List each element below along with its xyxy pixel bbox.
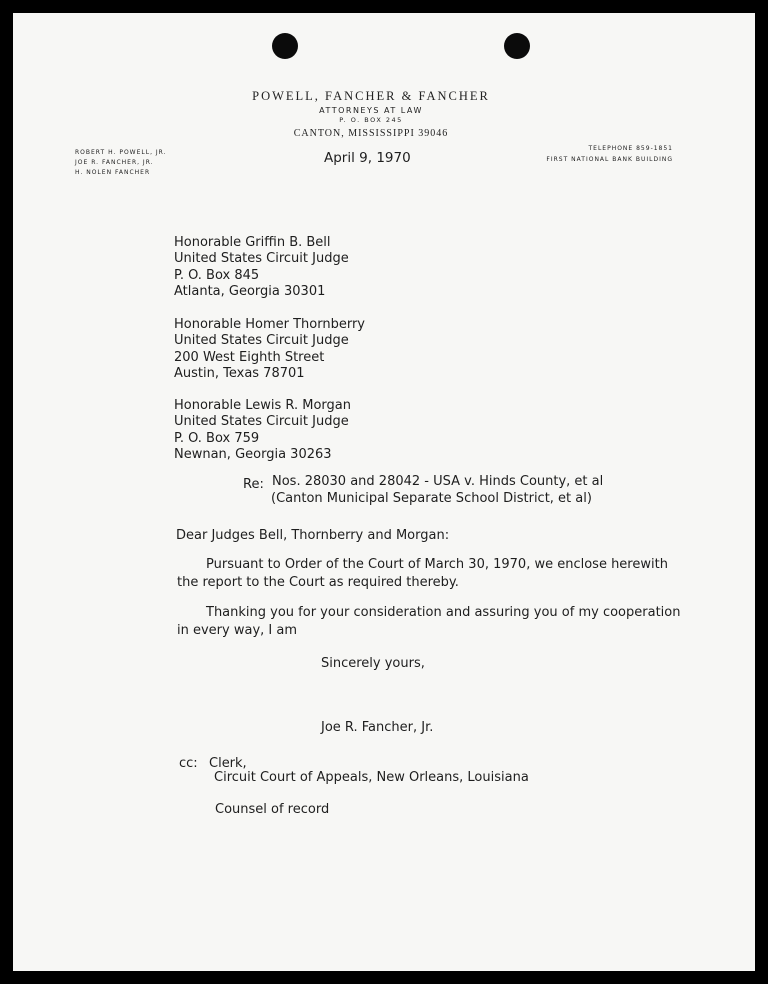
letter-page [13,13,755,971]
contact-info [541,143,673,165]
cc-label: cc: [179,756,198,771]
addressee-line: P. O. Box 845 [174,267,260,283]
addressee-line: Austin, Texas 78701 [174,365,305,381]
addressee-line: Atlanta, Georgia 30301 [174,283,326,299]
partner-name: JOE R. FANCHER, JR. [75,159,154,166]
partner-name: ROBERT H. POWELL, JR. [75,149,167,156]
telephone: TELEPHONE 859-1851 [588,145,673,152]
addressee-line: Honorable Homer Thornberry [174,317,365,332]
addressee-line: 200 West Eighth Street [174,349,325,365]
addressee-block [174,317,365,382]
closing: Sincerely yours, [321,656,425,671]
re-line: (Canton Municipal Separate School District, et al) [271,491,592,506]
cc-line: Clerk, [209,756,247,771]
firm-po-box: P. O. BOX 245 [339,116,403,124]
punch-hole [504,33,530,59]
firm-city: CANTON, MISSISSIPPI 39046 [293,128,449,139]
paragraph-line: in every way, I am [177,623,297,638]
punch-hole [272,33,298,59]
paragraph-line: Thanking you for your consideration and assuring you of my cooperation [206,605,681,620]
cc-line: Circuit Court of Appeals, New Orleans, Louisiana [214,770,529,785]
partners-list [75,148,167,178]
signature-name: Joe R. Fancher, Jr. [321,720,434,735]
partner-name: H. NOLEN FANCHER [75,169,151,176]
salutation: Dear Judges Bell, Thornberry and Morgan: [176,528,450,543]
addressee-line: United States Circuit Judge [174,251,349,267]
addressee-line: United States Circuit Judge [174,414,349,430]
re-label: Re: [243,477,264,492]
addressee-line: Honorable Lewis R. Morgan [174,398,351,413]
addressee-line: P. O. Box 759 [174,430,260,446]
firm-role: ATTORNEYS AT LAW [319,106,423,115]
building: FIRST NATIONAL BANK BUILDING [546,156,673,163]
addressee-block [174,398,351,463]
letter-date: April 9, 1970 [324,150,411,166]
addressee-line: Honorable Griffin B. Bell [174,235,331,250]
firm-name: POWELL, FANCHER & FANCHER [252,89,490,103]
paragraph-line: Pursuant to Order of the Court of March 30, 1970, we enclose herewith [206,557,668,572]
addressee-line: Newnan, Georgia 30263 [174,446,332,462]
re-line: Nos. 28030 and 28042 - USA v. Hinds County, et al [272,474,604,489]
cc-line: Counsel of record [215,802,330,817]
addressee-block [174,235,349,300]
paragraph-line: the report to the Court as required thereby. [177,575,459,590]
addressee-line: United States Circuit Judge [174,333,349,349]
